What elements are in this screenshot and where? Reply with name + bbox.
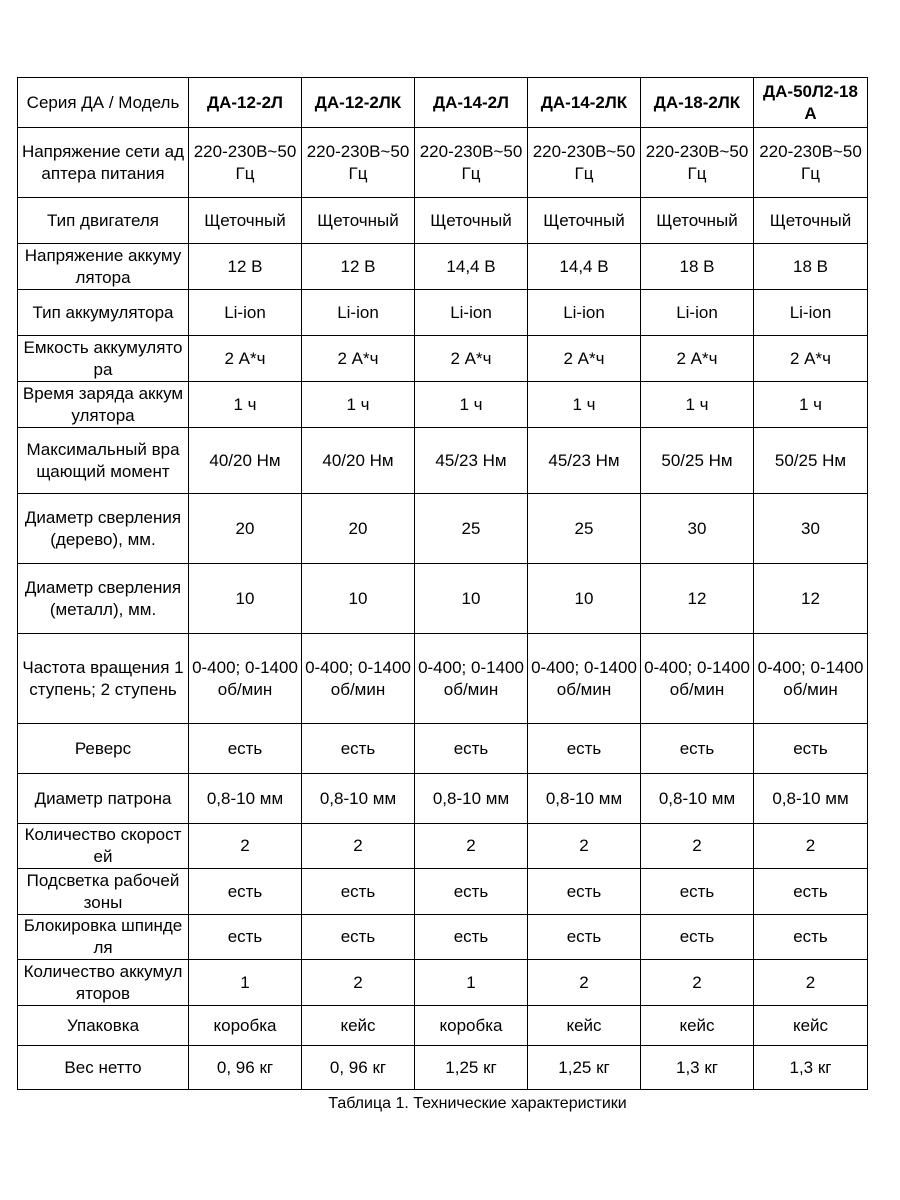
value-cell: Li-ion [754,290,868,336]
table-row [18,382,868,428]
value-cell: 220-230В~50Гц [415,128,528,198]
table-row [18,634,868,724]
value-cell: 2 [754,824,868,869]
model-cell: ДА-12-2Л [189,78,302,128]
row-label-cell: Реверс [18,724,189,774]
value-cell: Щеточный [415,198,528,244]
value-cell: 2 А*ч [189,336,302,382]
value-cell: 30 [754,494,868,564]
table-row [18,290,868,336]
row-label-cell: Диаметр сверления (металл), мм. [18,564,189,634]
value-cell: 220-230В~50Гц [528,128,641,198]
value-cell: 2 [528,824,641,869]
table-row [18,244,868,290]
value-cell: коробка [415,1006,528,1046]
value-cell: есть [302,915,415,960]
value-cell: Щеточный [641,198,754,244]
value-cell: 1,3 кг [641,1046,754,1090]
value-cell: 20 [302,494,415,564]
row-label-cell: Количество аккумуляторов [18,960,189,1006]
model-cell: ДА-18-2ЛК [641,78,754,128]
table-row [18,198,868,244]
value-cell: 2 [528,960,641,1006]
row-label-cell: Блокировка шпинделя [18,915,189,960]
value-cell: 2 [302,960,415,1006]
value-cell: 0,8-10 мм [754,774,868,824]
table-row [18,869,868,915]
value-cell: есть [641,869,754,915]
value-cell: есть [189,869,302,915]
value-cell: есть [754,915,868,960]
row-label-cell: Напряжение аккумулятора [18,244,189,290]
value-cell: Щеточный [302,198,415,244]
value-cell: 0,8-10 мм [189,774,302,824]
value-cell: 2 [754,960,868,1006]
value-cell: коробка [189,1006,302,1046]
value-cell: есть [754,869,868,915]
value-cell: Li-ion [302,290,415,336]
header-label-cell: Серия ДА / Модель [18,78,189,128]
value-cell: есть [189,915,302,960]
row-label-cell: Количество скоростей [18,824,189,869]
model-cell: ДА-50Л2-18А [754,78,868,128]
value-cell: 0,8-10 мм [415,774,528,824]
table-caption: Таблица 1. Технические характеристики [328,1095,627,1112]
table-row [18,494,868,564]
value-cell: 2 А*ч [415,336,528,382]
value-cell: есть [754,724,868,774]
value-cell: есть [189,724,302,774]
model-cell: ДА-14-2ЛК [528,78,641,128]
value-cell: 50/25 Нм [754,428,868,494]
value-cell: 1,25 кг [528,1046,641,1090]
value-cell: 1 [415,960,528,1006]
value-cell: 18 В [641,244,754,290]
value-cell: 1,3 кг [754,1046,868,1090]
value-cell: 50/25 Нм [641,428,754,494]
value-cell: 30 [641,494,754,564]
table-row [18,724,868,774]
value-cell: 25 [528,494,641,564]
value-cell: 0-400; 0-1400 об/мин [528,634,641,724]
row-label-cell: Напряжение сети адаптера питания [18,128,189,198]
value-cell: 0-400; 0-1400 об/мин [189,634,302,724]
row-label-cell: Емкость аккумулятора [18,336,189,382]
value-cell: есть [415,724,528,774]
value-cell: 0,8-10 мм [641,774,754,824]
value-cell: 0, 96 кг [302,1046,415,1090]
row-label-cell: Подсветка рабочей зоны [18,869,189,915]
value-cell: 220-230В~50Гц [754,128,868,198]
value-cell: кейс [302,1006,415,1046]
value-cell: есть [641,915,754,960]
value-cell: 0,8-10 мм [528,774,641,824]
value-cell: 1,25 кг [415,1046,528,1090]
value-cell: есть [528,915,641,960]
value-cell: 12 [754,564,868,634]
value-cell: 25 [415,494,528,564]
table-row [18,128,868,198]
table-row [18,1046,868,1090]
table-row [18,1006,868,1046]
value-cell: есть [415,915,528,960]
value-cell: Li-ion [641,290,754,336]
table-row [18,336,868,382]
value-cell: 45/23 Нм [415,428,528,494]
value-cell: 10 [528,564,641,634]
table-row [18,915,868,960]
row-label-cell: Максимальный вращающий момент [18,428,189,494]
table-row [18,960,868,1006]
value-cell: 1 ч [528,382,641,428]
value-cell: Li-ion [189,290,302,336]
value-cell: 12 [641,564,754,634]
value-cell: 45/23 Нм [528,428,641,494]
value-cell: 1 ч [415,382,528,428]
row-label-cell: Диаметр патрона [18,774,189,824]
value-cell: Щеточный [528,198,641,244]
value-cell: 18 В [754,244,868,290]
value-cell: Щеточный [754,198,868,244]
value-cell: есть [302,724,415,774]
table-row [18,774,868,824]
value-cell: кейс [528,1006,641,1046]
value-cell: 40/20 Нм [189,428,302,494]
table-row [18,428,868,494]
value-cell: 0-400; 0-1400 об/мин [302,634,415,724]
value-cell: 1 ч [754,382,868,428]
model-cell: ДА-12-2ЛК [302,78,415,128]
value-cell: есть [302,869,415,915]
row-label-cell: Время заряда аккумулятора [18,382,189,428]
value-cell: есть [528,724,641,774]
row-label-cell: Вес нетто [18,1046,189,1090]
value-cell: 1 [189,960,302,1006]
value-cell: 220-230В~50Гц [302,128,415,198]
value-cell: 0-400; 0-1400 об/мин [641,634,754,724]
value-cell: 20 [189,494,302,564]
value-cell: 2 А*ч [302,336,415,382]
value-cell: 1 ч [189,382,302,428]
value-cell: есть [415,869,528,915]
value-cell: 12 В [302,244,415,290]
value-cell: 220-230В~50Гц [641,128,754,198]
table-header-row [18,78,868,128]
value-cell: есть [641,724,754,774]
value-cell: 14,4 В [415,244,528,290]
row-label-cell: Тип аккумулятора [18,290,189,336]
spec-table-body [18,78,868,1090]
value-cell: 0,8-10 мм [302,774,415,824]
table-row [18,564,868,634]
value-cell: 0, 96 кг [189,1046,302,1090]
value-cell: 1 ч [641,382,754,428]
value-cell: 10 [189,564,302,634]
value-cell: есть [528,869,641,915]
spec-table [17,77,868,1090]
value-cell: 1 ч [302,382,415,428]
value-cell: кейс [641,1006,754,1046]
value-cell: 2 [415,824,528,869]
row-label-cell: Частота вращения 1 ступень; 2 ступень [18,634,189,724]
value-cell: 2 А*ч [754,336,868,382]
row-label-cell: Упаковка [18,1006,189,1046]
row-label-cell: Диаметр сверления (дерево), мм. [18,494,189,564]
value-cell: 2 [641,824,754,869]
value-cell: Щеточный [189,198,302,244]
value-cell: 2 А*ч [528,336,641,382]
row-label-cell: Тип двигателя [18,198,189,244]
value-cell: 0-400; 0-1400 об/мин [415,634,528,724]
value-cell: 14,4 В [528,244,641,290]
value-cell: 220-230В~50Гц [189,128,302,198]
value-cell: 10 [302,564,415,634]
value-cell: 2 [302,824,415,869]
value-cell: кейс [754,1006,868,1046]
value-cell: 2 А*ч [641,336,754,382]
value-cell: 12 В [189,244,302,290]
value-cell: Li-ion [528,290,641,336]
value-cell: Li-ion [415,290,528,336]
value-cell: 2 [641,960,754,1006]
value-cell: 0-400; 0-1400 об/мин [754,634,868,724]
table-row [18,824,868,869]
value-cell: 40/20 Нм [302,428,415,494]
value-cell: 2 [189,824,302,869]
model-cell: ДА-14-2Л [415,78,528,128]
value-cell: 10 [415,564,528,634]
